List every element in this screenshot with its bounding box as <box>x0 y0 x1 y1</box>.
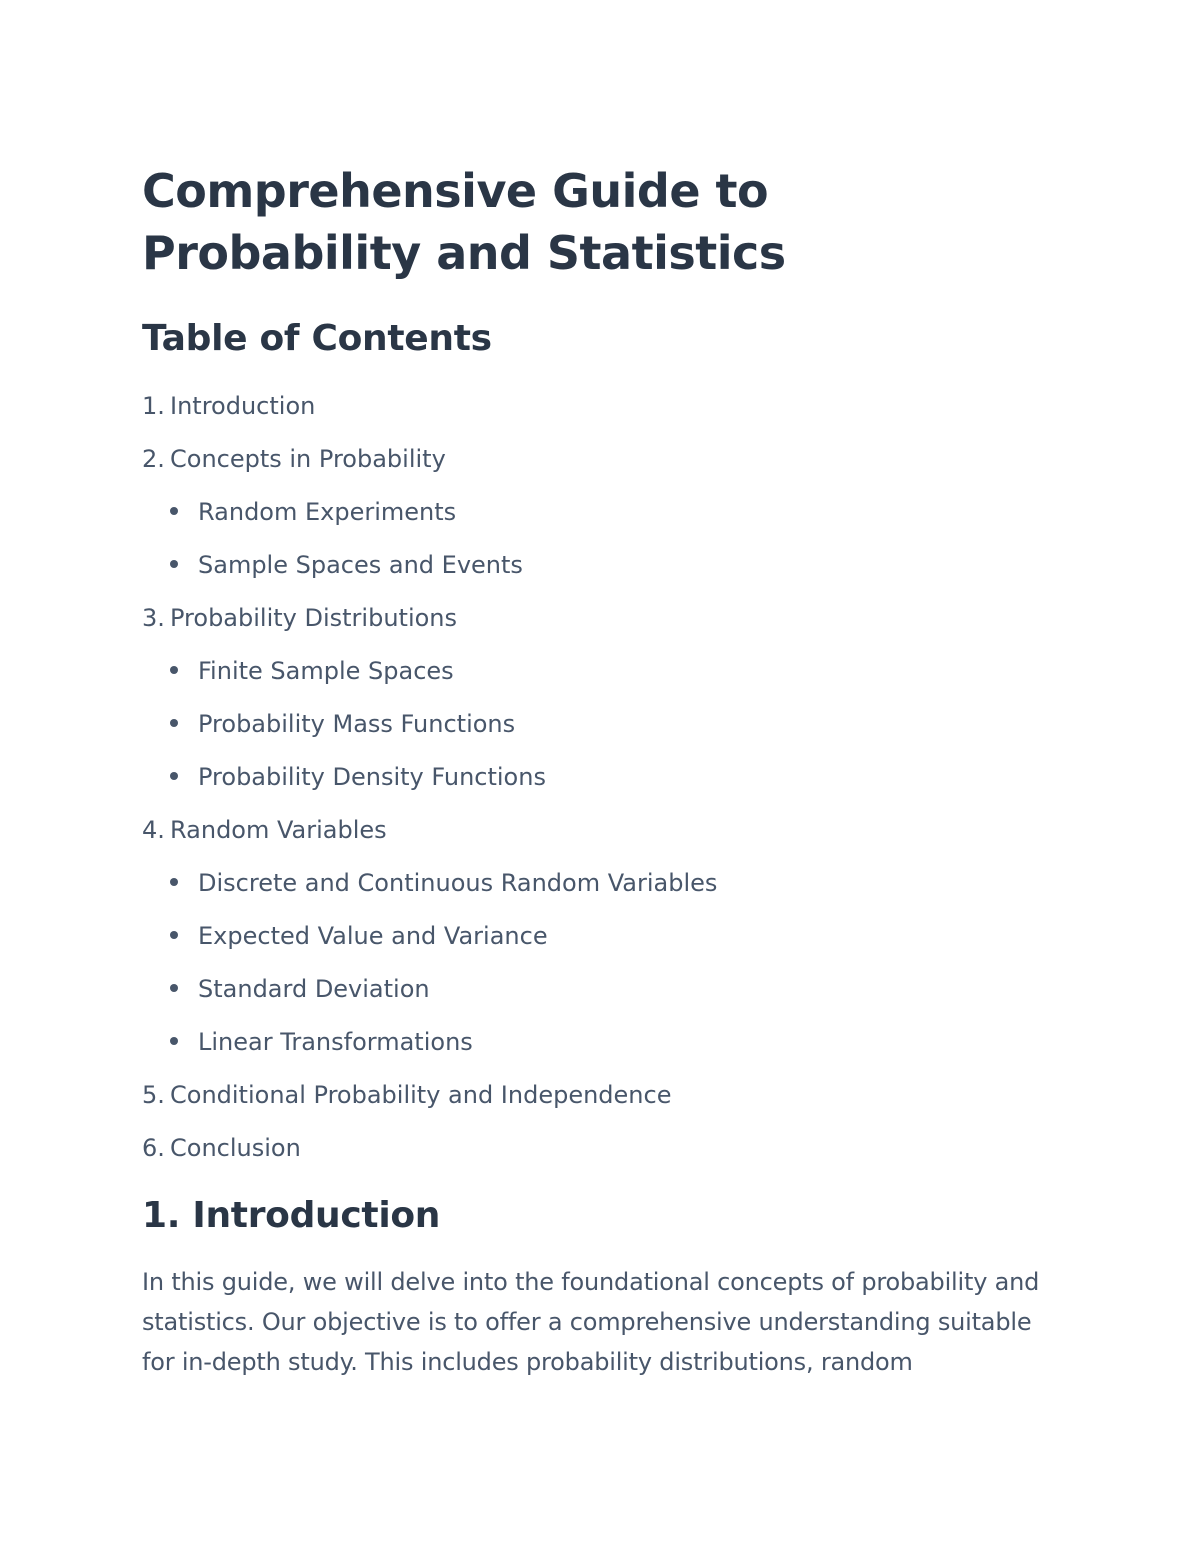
toc-item-label: Linear Transformations <box>198 1028 473 1056</box>
toc-subitem <box>142 545 717 598</box>
toc-item-label: Probability Density Functions <box>198 763 546 791</box>
toc-item <box>142 1075 717 1128</box>
toc-item-label: Expected Value and Variance <box>198 922 548 950</box>
toc-item-number: 1. <box>142 392 165 420</box>
toc-subitem <box>142 651 717 704</box>
toc-item-number: 5. <box>142 1081 165 1109</box>
toc-item <box>142 439 717 492</box>
bullet-icon <box>170 666 178 674</box>
toc-subitem <box>142 704 717 757</box>
toc-subitem <box>142 1022 717 1075</box>
toc-item-number: 6. <box>142 1134 165 1162</box>
toc-item <box>142 1128 717 1181</box>
toc-item-label: Introduction <box>170 392 316 420</box>
toc-item <box>142 810 717 863</box>
toc-item-label: Sample Spaces and Events <box>198 551 523 579</box>
bullet-icon <box>170 772 178 780</box>
toc-item-label: Random Variables <box>170 816 387 844</box>
bullet-icon <box>170 931 178 939</box>
toc-subitem <box>142 916 717 969</box>
toc-item <box>142 386 717 439</box>
toc-item-label: Discrete and Continuous Random Variables <box>198 869 718 897</box>
toc-item-label: Finite Sample Spaces <box>198 657 454 685</box>
bullet-icon <box>170 560 178 568</box>
table-of-contents <box>142 386 717 1181</box>
document-title: Comprehensive Guide to Probability and Statistics <box>142 164 786 280</box>
toc-subitem <box>142 863 717 916</box>
toc-item-label: Concepts in Probability <box>170 445 446 473</box>
toc-item-label: Random Experiments <box>198 498 457 526</box>
document-page <box>142 0 1062 1553</box>
bullet-icon <box>170 1037 178 1045</box>
toc-item-number: 4. <box>142 816 165 844</box>
bullet-icon <box>170 878 178 886</box>
toc-subitem <box>142 492 717 545</box>
section-body-introduction: In this guide, we will delve into the foundational concepts of probability and statistics. Our objective is to offer a comprehensive understanding suitable for in-depth study. This includes probability distributions, random <box>142 1268 1040 1376</box>
toc-item <box>142 598 717 651</box>
toc-subitem <box>142 969 717 1022</box>
toc-item-label: Conclusion <box>170 1134 301 1162</box>
toc-subitem <box>142 757 717 810</box>
toc-item-label: Conditional Probability and Independence <box>170 1081 672 1109</box>
toc-heading: Table of Contents <box>142 318 492 359</box>
bullet-icon <box>170 719 178 727</box>
toc-item-number: 3. <box>142 604 165 632</box>
toc-item-label: Standard Deviation <box>198 975 430 1003</box>
section-heading-introduction: 1. Introduction <box>142 1195 441 1236</box>
toc-item-number: 2. <box>142 445 165 473</box>
toc-item-label: Probability Mass Functions <box>198 710 516 738</box>
bullet-icon <box>170 507 178 515</box>
toc-item-label: Probability Distributions <box>170 604 458 632</box>
bullet-icon <box>170 984 178 992</box>
